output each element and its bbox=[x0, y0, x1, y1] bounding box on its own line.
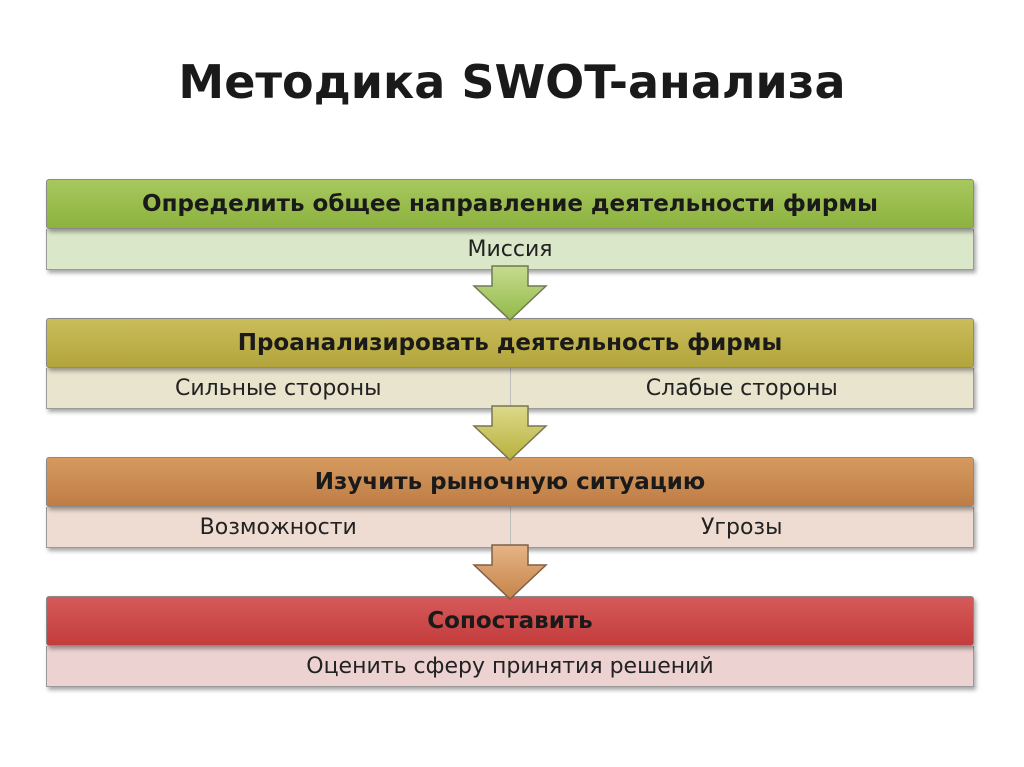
step-2-heading: Проанализировать деятельность фирмы bbox=[46, 318, 974, 368]
step-3-item-threats: Угрозы bbox=[510, 507, 974, 547]
step-2-item-weaknesses: Слабые стороны bbox=[510, 368, 974, 408]
step-4-block bbox=[46, 596, 974, 687]
step-2-details bbox=[46, 368, 974, 409]
step-3-details bbox=[46, 507, 974, 548]
page-title: Методика SWOT-анализа bbox=[178, 55, 846, 109]
step-1-item-mission: Миссия bbox=[467, 236, 553, 262]
step-3-heading: Изучить рыночную ситуацию bbox=[46, 457, 974, 507]
step-2-item-strengths: Сильные стороны bbox=[174, 375, 382, 401]
down-arrow-icon bbox=[470, 543, 550, 601]
step-1-heading: Определить общее направление деятельности фирмы bbox=[46, 179, 974, 229]
down-arrow-icon bbox=[470, 264, 550, 322]
step-1-block bbox=[46, 179, 974, 270]
step-2-block bbox=[46, 318, 974, 409]
step-4-details bbox=[46, 646, 974, 687]
step-3-item-opportunities: Возможности bbox=[199, 514, 357, 540]
step-4-item-evaluate: Оценить сферу принятия решений bbox=[306, 653, 714, 679]
step-4-heading: Сопоставить bbox=[46, 596, 974, 646]
step-3-block bbox=[46, 457, 974, 548]
down-arrow-icon bbox=[470, 404, 550, 462]
